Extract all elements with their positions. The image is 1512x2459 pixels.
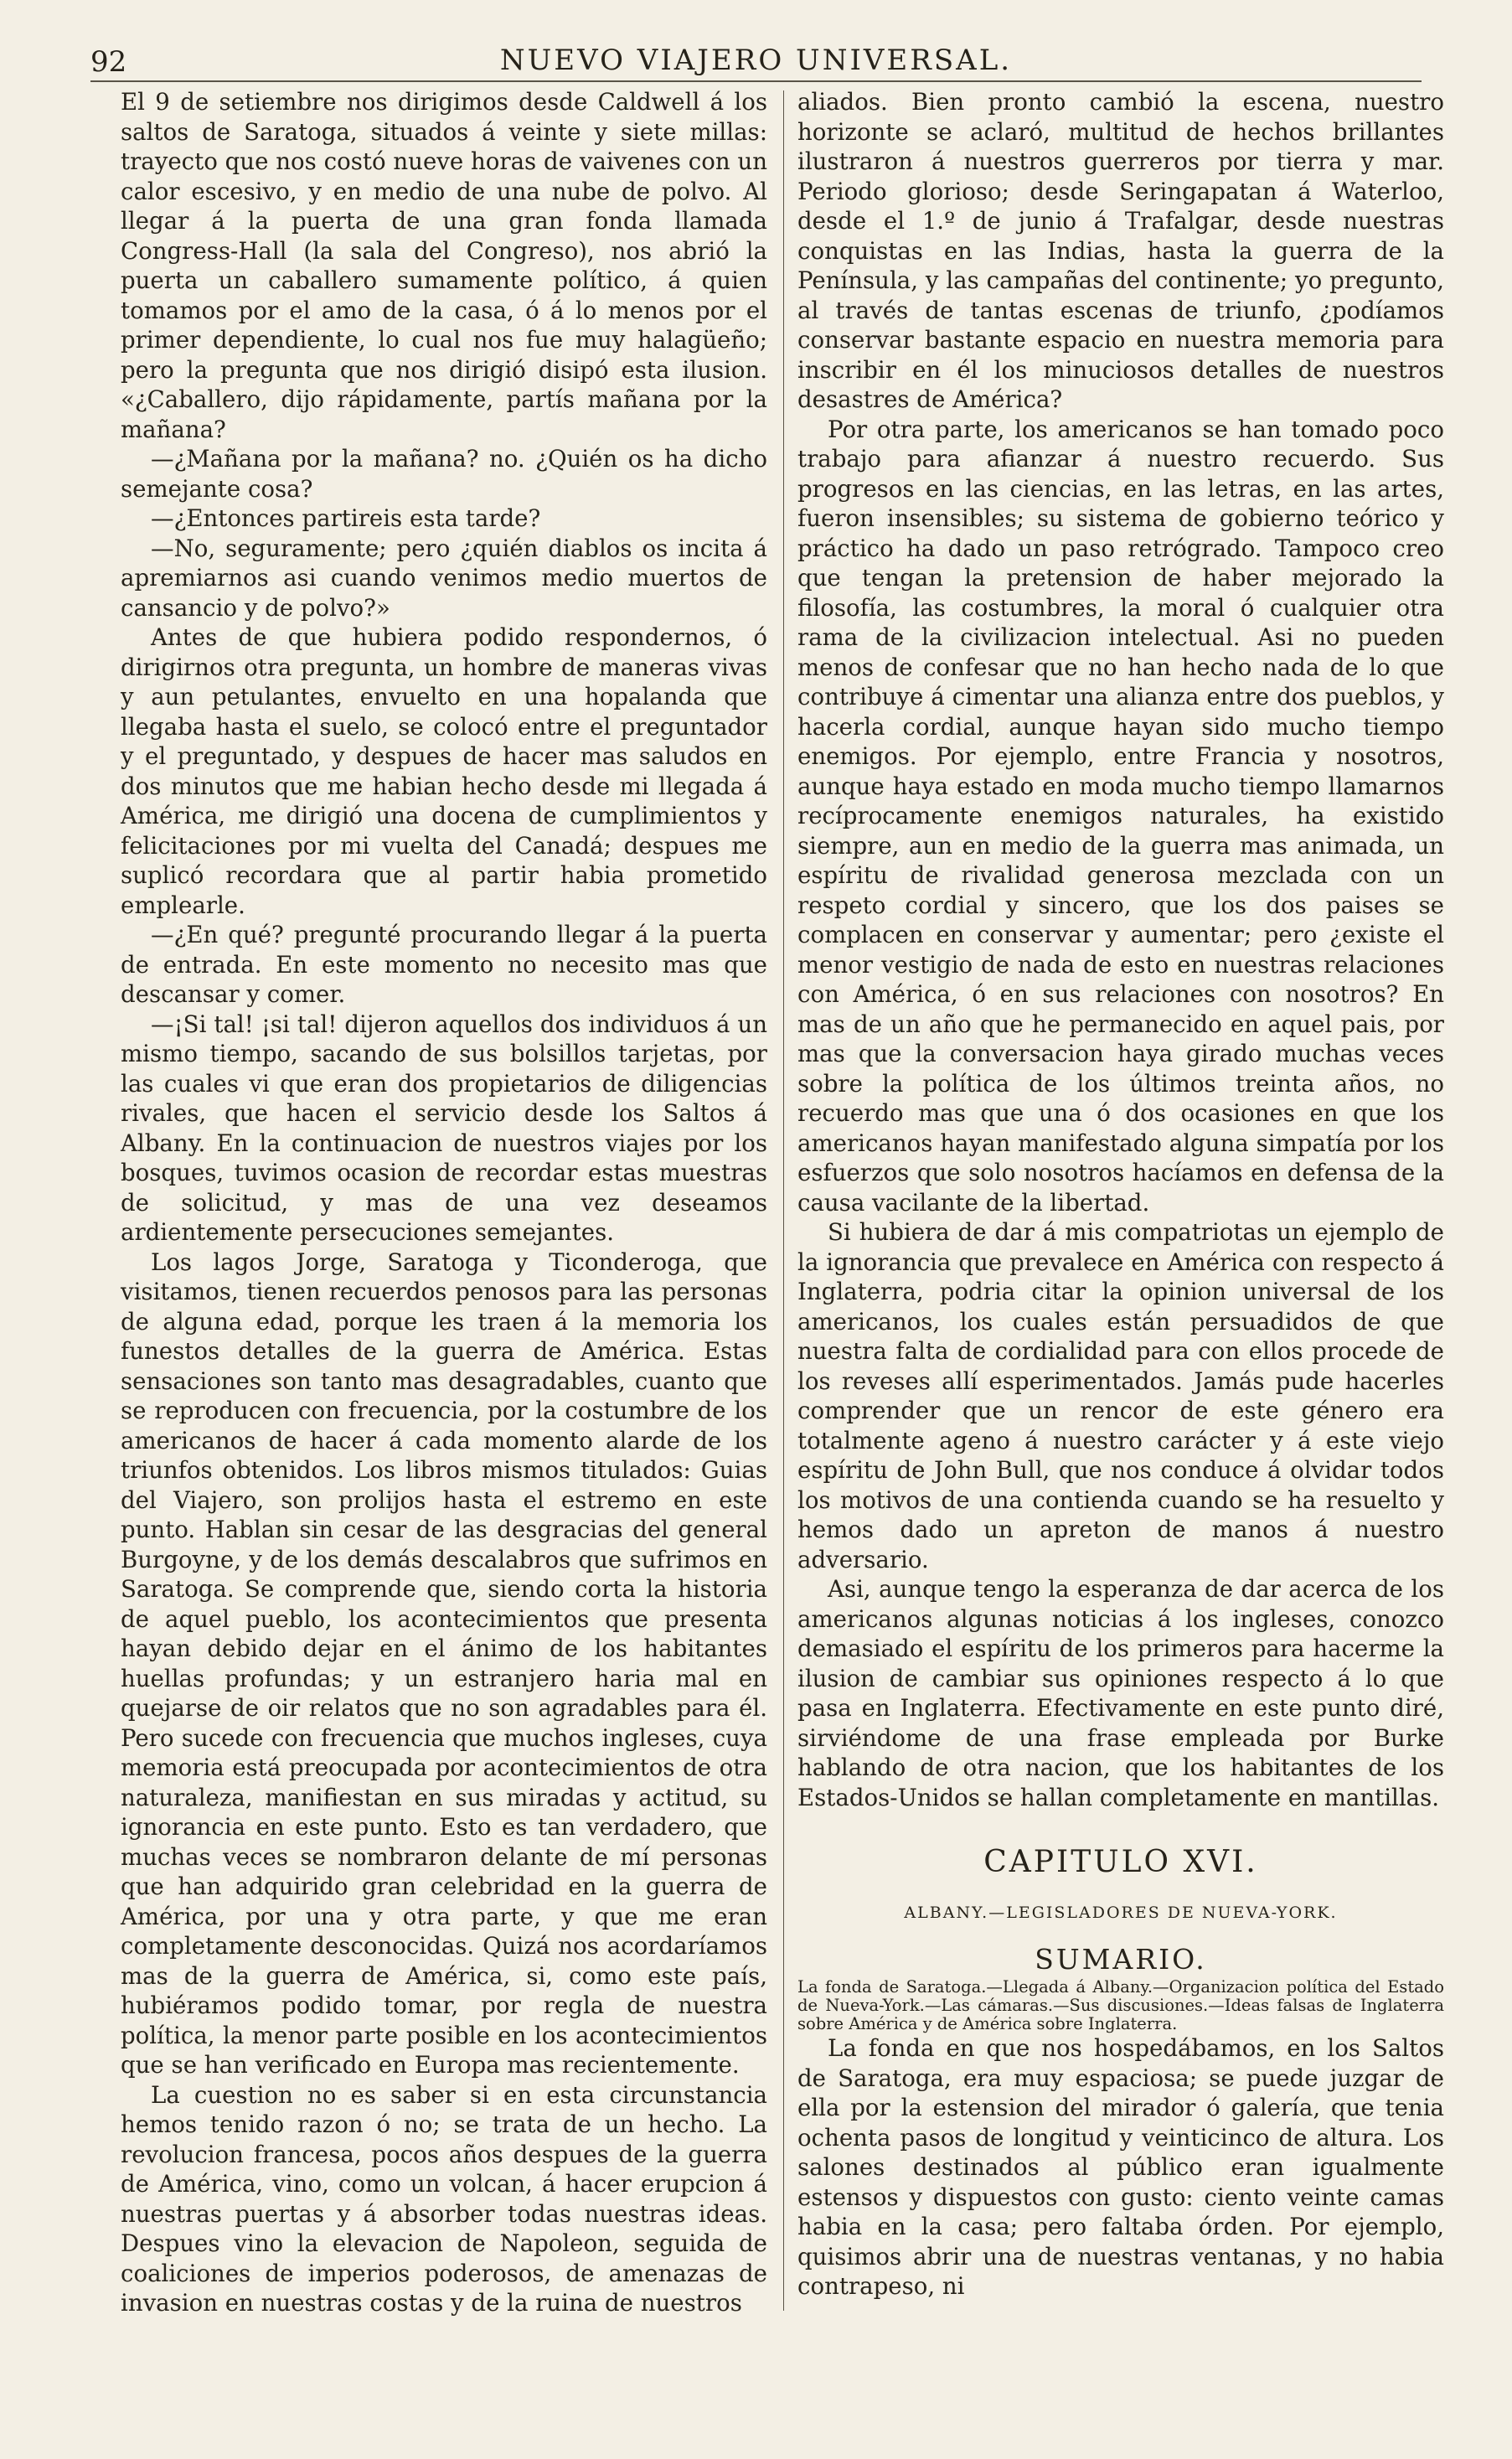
chapter-summary: La fonda de Saratoga.—Llegada á Albany.—Organizacion política del Estado de Nueva-York.—Las cámaras.—Sus discusiones.—Ideas falsas de Inglaterra sobre América y de América sobre Inglaterra. <box>797 1977 1444 2033</box>
chapter-title: CAPITULO XVI. <box>983 1845 1258 1879</box>
paragraph: El 9 de setiembre nos dirigimos desde Caldwell á los saltos de Saratoga, situados á veinte y siete millas: trayecto que nos costó nueve horas de vaivenes con un calor escesivo, y en medio de una nube de polvo. Al llegar á la puerta de una gran fonda llamada Congress-Hall (la sala del Congreso), nos abrió la puerta un caballero sumamente político, á quien tomamos por el amo de la casa, ó á lo menos por el primer dependiente, lo cual nos fue muy halagüeño; pero la pregunta que nos dirigió disipó esta ilusion. «¿Caballero, dijo rápidamente, partís mañana por la mañana? <box>121 88 767 443</box>
page-header <box>90 44 1422 82</box>
paragraph: La fonda en que nos hospedábamos, en los Saltos de Saratoga, era muy espaciosa; se puede juzgar de ella por la estension del mirador ó galería, que tenia ochenta pasos de longitud y veinticinco de altura. Los salones destinados al público eran igualmente estensos y dispuestos con gusto: ciento veinte camas habia en la casa; pero faltaba órden. Por ejemplo, quisimos abrir una de nuestras ventanas, y no habia contrapeso, ni <box>797 2034 1444 2300</box>
chapter-subtitle: ALBANY.—LEGISLADORES DE NUEVA-YORK. <box>904 1904 1338 1922</box>
paragraph: —No, seguramente; pero ¿quién diablos os incita á apremiarnos asi cuando venimos medio muertos de cansancio y de polvo?» <box>121 534 767 622</box>
summary-heading: SUMARIO. <box>1035 1943 1207 1976</box>
paragraph: aliados. Bien pronto cambió la escena, nuestro horizonte se aclaró, multitud de hechos brillantes ilustraron á nuestros guerreros por tierra y mar. Periodo glorioso; desde Seringapatan á Waterloo, desde el 1.º de junio á Trafalgar, desde nuestras conquistas en las Indias, hasta la guerra de la Península, y las campañas del continente; yo pregunto, al través de tantas escenas de triunfo, ¿podíamos conservar bastante espacio en nuestra memoria para inscribir en él los minuciosos detalles de nuestros desastres de América? <box>797 88 1444 413</box>
paragraph: —¿Mañana por la mañana? no. ¿Quién os ha dicho semejante cosa? <box>121 445 767 503</box>
right-column <box>797 87 1444 2301</box>
paragraph: Por otra parte, los americanos se han tomado poco trabajo para afianzar á nuestro recuerdo. Sus progresos en las ciencias, en las letras, en las artes, fueron insensibles; su sistema de gobierno teórico y práctico ha dado un paso retrógrado. Tampoco creo que tengan la pretension de haber mejorado la filosofía, las costumbres, la moral ó cualquier otra rama de la civilizacion intelectual. Asi no pueden menos de confesar que no han hecho nada de lo que contribuye á cimentar una alianza entre dos pueblos, y hacerla cordial, aunque hayan sido mucho tiempo enemigos. Por ejemplo, entre Francia y nosotros, aunque haya estado en moda mucho tiempo llamarnos recíprocamente enemigos naturales, ha existido siempre, aun en medio de la guerra mas animada, un espíritu de rivalidad generosa mezclada con un respeto cordial y sincero, que los dos paises se complacen en conservar y aumentar; pero ¿existe el menor vestigio de nada de esto en nuestras relaciones con América, ó en sus relaciones con nosotros? En mas de un año que he permanecido en aquel pais, por mas que la conversacion haya girado muchas veces sobre la política de los últimos treinta años, no recuerdo mas que una ó dos ocasiones en que los americanos hayan manifestado alguna simpatía por los esfuerzos que solo nosotros hacíamos en defensa de la causa vacilante de la libertad. <box>797 415 1444 1217</box>
paragraph: Asi, aunque tengo la esperanza de dar acerca de los americanos algunas noticias á los ingleses, conozco demasiado el espíritu de los primeros para hacerme la ilusion de cambiar sus opiniones respecto á lo que pasa en Inglaterra. Efectivamente en este punto diré, sirviéndome de una frase empleada por Burke hablando de otra nacion, que los habitantes de los Estados-Unidos se hallan completamente en mantillas. <box>797 1575 1444 1811</box>
paragraph: Antes de que hubiera podido respondernos, ó dirigirnos otra pregunta, un hombre de maneras vivas y aun petulantes, envuelto en una hopalanda que llegaba hasta el suelo, se colocó entre el preguntador y el preguntado, y despues de hacer mas saludos en dos minutos que me habian hecho desde mi llegada á América, me dirigió una docena de cumplimientos y felicitaciones por mi vuelta del Canadá; despues me suplicó recordara que al partir habia prometido emplearle. <box>121 623 767 919</box>
paragraph: Si hubiera de dar á mis compatriotas un ejemplo de la ignorancia que prevalece en América con respecto á Inglaterra, podria citar la opinion universal de los americanos, los cuales están persuadidos de que nuestra falta de cordialidad para con ellos procede de los reveses allí esperimentados. Jamás pude hacerles comprender que un rencor de este género era totalmente ageno á nuestro carácter y á este viejo espíritu de John Bull, que nos conduce á olvidar todos los motivos de una contienda cuando se ha resuelto y hemos dado un apreton de manos á nuestro adversario. <box>797 1218 1444 1573</box>
running-title: NUEVO VIAJERO UNIVERSAL. <box>499 44 1013 77</box>
left-column <box>121 87 767 2318</box>
paragraph: La cuestion no es saber si en esta circunstancia hemos tenido razon ó no; se trata de un hecho. La revolucion francesa, pocos años despues de la guerra de América, vino, como un volcan, á hacer erupcion á nuestras puertas y á absorber todas nuestras ideas. Despues vino la elevacion de Napoleon, seguida de coaliciones de imperios poderosos, de amenazas de invasion en nuestras costas y de la ruina de nuestros <box>121 2080 767 2317</box>
paragraph: —¡Si tal! ¡si tal! dijeron aquellos dos individuos á un mismo tiempo, sacando de sus bolsillos tarjetas, por las cuales vi que eran dos propietarios de diligencias rivales, que hacen el servicio desde los Saltos á Albany. En la continuacion de nuestros viajes por los bosques, tuvimos ocasion de recordar estas muestras de solicitud, y mas de una vez deseamos ardientemente persecuciones semejantes. <box>121 1010 767 1246</box>
paragraph: Los lagos Jorge, Saratoga y Ticonderoga, que visitamos, tienen recuerdos penosos para las personas de alguna edad, porque les traen á la memoria los funestos detalles de la guerra de América. Estas sensaciones son tanto mas desagradables, cuanto que se reproducen con frecuencia, por la costumbre de los americanos de hacer á cada momento alarde de los triunfos obtenidos. Los libros mismos titulados: Guias del Viajero, son prolijos hasta el estremo en este punto. Hablan sin cesar de las desgracias del general Burgoyne, y de los demás descalabros que sufrimos en Saratoga. Se comprende que, siendo corta la historia de aquel pueblo, los acontecimientos que presenta hayan debido dejar en el ánimo de los habitantes huellas profundas; y un estranjero haria mal en quejarse de oir relatos que no son agradables para él. Pero sucede con frecuencia que muchos ingleses, cuya memoria está preocupada por acontecimientos de otra naturaleza, manifiestan en sus miradas y actitud, su ignorancia en este punto. Esto es tan verdadero, que muchas veces se nombraron delante de mí personas que han adquirido gran celebridad en la guerra de América, por una y otra parte, y que me eran completamente desconocidas. Quizá nos acordaríamos mas de la guerra de América, si, como este país, hubiéramos podido tomar, por regla de nuestra política, la menor parte posible en los acontecimientos que se han verificado en Europa mas recientemente. <box>121 1248 767 2079</box>
page-number: 92 <box>90 45 127 79</box>
column-divider <box>783 90 784 2311</box>
paragraph: —¿Entonces partireis esta tarde? <box>151 504 541 532</box>
paragraph: —¿En qué? pregunté procurando llegar á la puerta de entrada. En este momento no necesito mas que descansar y comer. <box>121 921 767 1008</box>
